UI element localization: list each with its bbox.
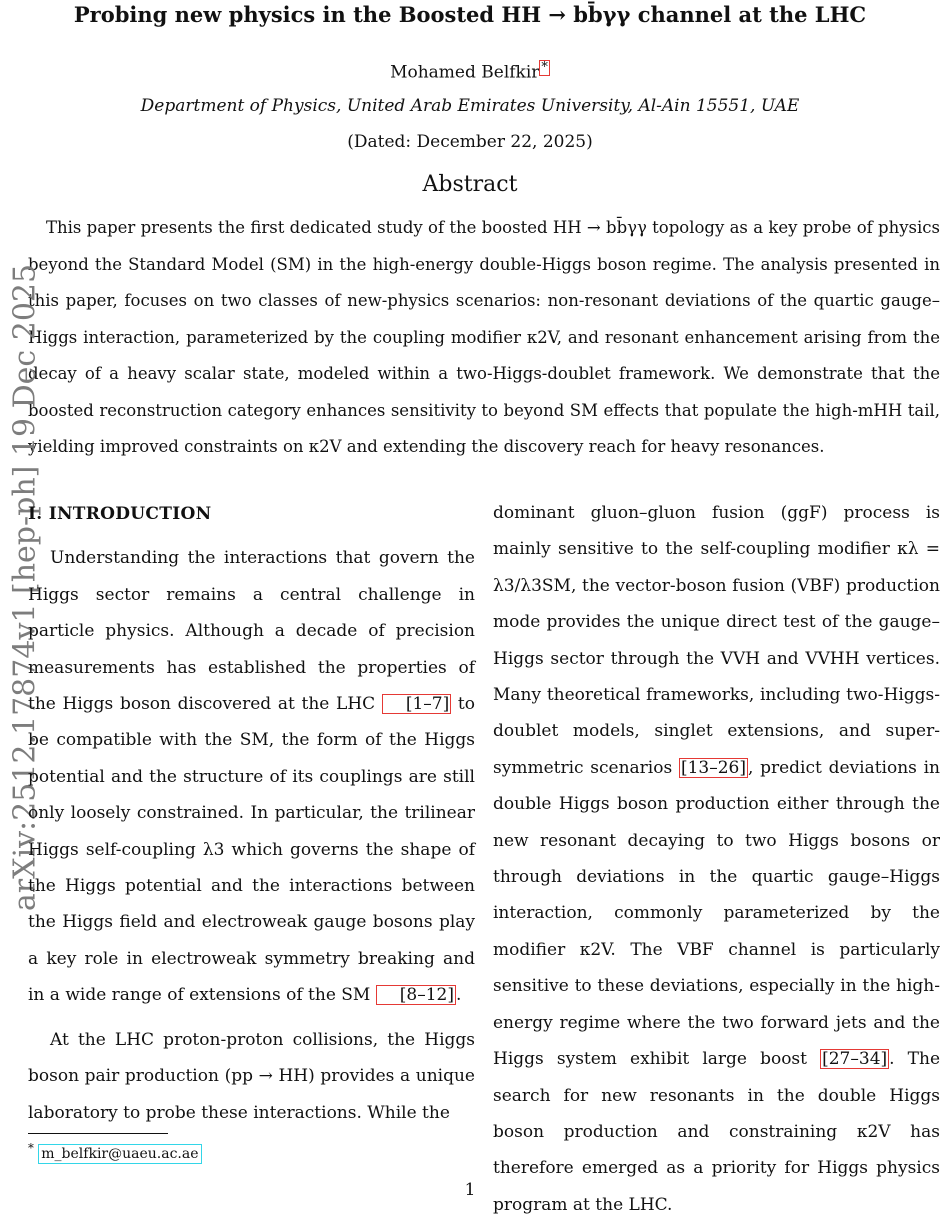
email-link[interactable]: m_belfkir@uaeu.ac.ae (38, 1144, 201, 1164)
intro-paragraph-1 (28, 540, 475, 1013)
citation-link[interactable]: [1–7] (382, 694, 451, 714)
citation-link[interactable]: [8–12] (376, 985, 456, 1005)
author-line (0, 60, 940, 83)
abstract-text: This paper presents the first dedicated study of the boosted HH → bb̄γγ topology as a key probe of physics beyond the Standard Model (SM) in the high-energy double-Higgs boson regime. The analysis presented in this paper, focuses on two classes of new-physics scenarios: non-resonant deviations of the quartic gauge–Higgs interaction, parameterized by the coupling modifier κ2V, and resonant enhancement arising from the decay of a heavy scalar state, modeled within a two-Higgs-doublet framework. We demonstrate that the boosted reconstruction category enhances sensitivity to beyond SM effects that populate the high-mHH tail, yielding improved constraints on κ2V and extending the discovery reach for heavy resonances. (28, 218, 940, 456)
right-column (493, 495, 940, 1231)
citation-link[interactable]: [27–34] (822, 1049, 888, 1070)
section-heading: I. INTRODUCTION (28, 504, 212, 524)
intro-paragraph-2: At the LHC proton-proton collisions, the Higgs boson pair production (pp → HH) provides a unique laboratory to probe these interactions. While the (28, 1029, 475, 1123)
page-number: 1 (464, 1180, 476, 1200)
left-column (28, 496, 475, 1139)
paper-title: Probing new physics in the Boosted HH → bb̄γγ channel at the LHC (73, 2, 867, 27)
citation-link[interactable]: [13–26] (680, 757, 746, 778)
arxiv-stamp[interactable]: arXiv:2512.17874v1 [hep-ph] 19 Dec 2025 (7, 263, 43, 912)
right-text-b: , predict deviations in double Higgs boson production either through the new resonant decaying to two Higgs bosons or through deviations in the quartic gauge–Higgs interaction, commonly parameterized by the modifier κ2V. The VBF channel is particularly sensitive to these deviations, especially in the high-energy regime where the two forward jets and the Higgs system exhibit large boost (493, 757, 940, 1070)
intro-p1-text-a: Understanding the interactions that govern the Higgs sector remains a central challenge in particle physics. Although a decade of precision measurements has established the properties of the Higgs boson discovered at the LHC (28, 548, 475, 715)
intro-p1-text-b: to be compatible with the SM, the form of the Higgs potential and the structure of its couplings are still only loosely constrained. In particular, the trilinear Higgs self-coupling λ3 which governs the shape of the Higgs potential and the interactions between the Higgs field and electroweak gauge bosons play a key role in electroweak symmetry breaking and in a wide range of extensions of the SM (28, 694, 475, 1006)
author-footnote-link[interactable]: * (541, 60, 548, 75)
author-name: Mohamed Belfkir (390, 62, 540, 83)
footnote (28, 1141, 202, 1164)
affiliation: Department of Physics, United Arab Emirates University, Al-Ain 15551, UAE (140, 96, 800, 116)
intro-p1-text-c: . (455, 985, 462, 1006)
intro-paragraph-continued (493, 495, 940, 1223)
right-text-c: . The search for new resonants in the double Higgs boson production and constraining κ2V has therefore emerged as a priority for Higgs physics program at the LHC. (493, 1049, 940, 1215)
footnote-mark: * (28, 1141, 34, 1155)
right-text-a: dominant gluon–gluon fusion (ggF) process is mainly sensitive to the self-coupling modifier κλ = λ3/λ3SM, the vector-boson fusion (VBF) production mode provides the unique direct test of the gauge–Higgs sector through the VVH and VVHH vertices. Many theoretical frameworks, including two-Higgs-doublet models, singlet extensions, and super-symmetric scenarios (493, 503, 940, 778)
dated-line: (Dated: December 22, 2025) (347, 132, 593, 152)
abstract-heading: Abstract (422, 172, 518, 197)
footnote-rule (28, 1133, 168, 1134)
